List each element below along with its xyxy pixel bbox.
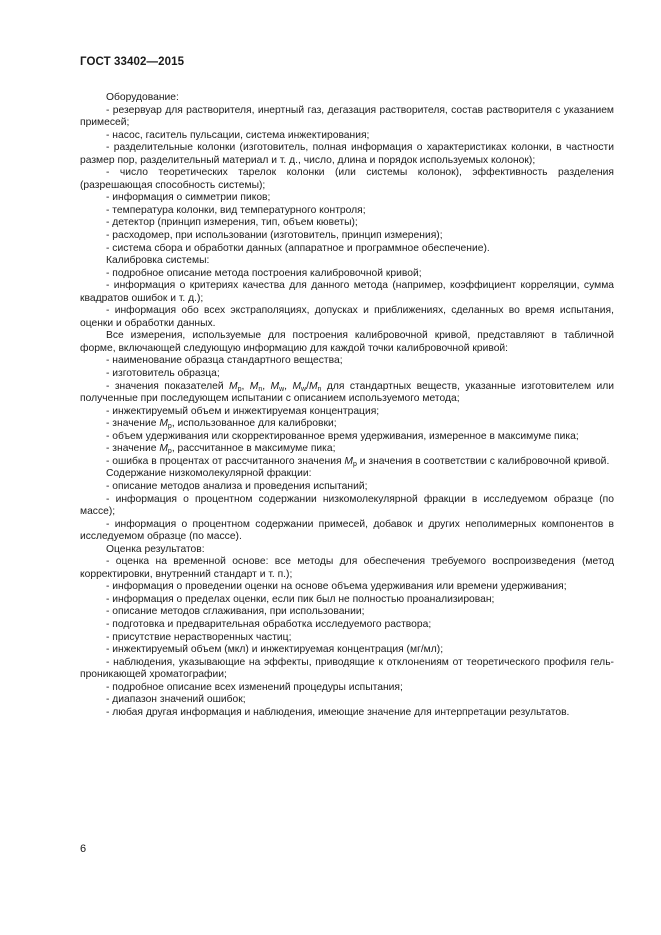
separator: ,: [284, 380, 293, 392]
list-item: - наблюдения, указывающие на эффекты, приводящие к отклонениям от теоретического профиля гель-проникающей хроматографии;: [80, 656, 614, 681]
list-item: - описание методов анализа и проведения испытаний;: [106, 480, 368, 492]
section-heading-low-molecular: Содержание низкомолекулярной фракции:: [106, 468, 312, 480]
text-fragment: , рассчитанное в максимуме пика;: [171, 443, 336, 455]
text-fragment: - значения показателей: [106, 380, 229, 392]
list-item: - оценка на временной основе: все методы для обеспечения требуемого воспроизведения (метод корректировки, внутренний стандарт и т. п.);: [80, 556, 614, 580]
list-item: - подготовка и предварительная обработка исследуемого раствора;: [106, 618, 432, 630]
symbol-m: M: [159, 418, 168, 430]
symbol-m: M: [229, 380, 238, 392]
list-item: - объем удерживания или скорректированное время удерживания, измеренное в максимуме пика;: [106, 430, 579, 442]
list-item-mp-calibration: [80, 418, 614, 431]
section-heading-calibration: Калибровка системы:: [106, 255, 210, 267]
list-item: - подробное описание всех изменений процедуры испытания;: [106, 681, 403, 693]
list-item: - информация о процентном содержании низкомолекулярной фракции в исследуемом образце (по массе);: [80, 493, 614, 518]
subscript: w: [301, 385, 307, 393]
subscript: p: [237, 385, 242, 393]
symbol-m: M: [292, 380, 302, 392]
page-number: 6: [80, 843, 87, 855]
symbol-m: M: [308, 380, 318, 392]
symbol-m: M: [270, 380, 280, 392]
list-item: - число теоретических тарелок колонки (или системы колонок), эффективность разделения (разрешающая способность системы);: [80, 167, 614, 191]
subscript: n: [317, 385, 322, 393]
list-item: - присутствие нерастворенных частиц;: [106, 631, 292, 643]
list-item: - изготовитель образца;: [106, 368, 220, 380]
text-fragment: - значение: [106, 418, 160, 430]
separator: ,: [262, 380, 271, 392]
subscript: w: [279, 385, 285, 393]
subscript: p: [167, 448, 172, 456]
list-item: - информация обо всех экстраполяциях, допусках и приближениях, сделанных во время испытания, оценки и обработки данных.: [80, 305, 614, 329]
text-fragment: для стандартных веществ, указанные изготовителем или полученные при последующем испытании с описанием используемого метода;: [80, 380, 614, 405]
list-item-error-percent: [80, 456, 614, 469]
list-item: - наименование образца стандартного вещества;: [106, 355, 343, 367]
list-item-mp-calculated: [80, 443, 614, 456]
section-heading-results: Оценка результатов:: [106, 543, 205, 555]
text-fragment: и значения в соответствии с калибровочной кривой.: [356, 455, 610, 467]
text-fragment: - ошибка в процентах от рассчитанного значения: [106, 455, 345, 467]
list-item: - информация о критериях качества для данного метода (например, коэффициент корреляции, сумма квадратов ошибок и т. д.);: [80, 280, 614, 304]
list-item: - описание методов сглаживания, при использовании;: [106, 606, 365, 618]
calibration-table-intro: Все измерения, используемые для построения калибровочной кривой, представляют в табличной форме, включающей следующую информацию для каждой точки калибровочной кривой:: [80, 330, 614, 354]
section-heading-equipment: Оборудование:: [106, 92, 179, 103]
list-item-molar-mass-values: [80, 381, 614, 406]
text-fragment: , использованное для калибровки;: [171, 418, 337, 430]
list-item: - информация о процентном содержании примесей, добавок и других неполимерных компонентов в исследуемом образце (по массе).: [80, 518, 614, 543]
text-fragment: - значение: [106, 443, 160, 455]
list-item: - детектор (принцип измерения, тип, объем кюветы);: [106, 217, 358, 229]
slash: /: [306, 380, 309, 392]
list-item: - система сбора и обработки данных (аппаратное и программное обеспечение).: [106, 242, 490, 254]
list-item: - любая другая информация и наблюдения, имеющие значение для интерпретации результатов.: [106, 706, 570, 718]
list-item: - насос, гаситель пульсации, система инжектирования;: [106, 129, 370, 141]
list-item: - информация о симметрии пиков;: [106, 192, 271, 204]
document-header: ГОСТ 33402—2015: [80, 56, 185, 68]
list-item: - диапазон значений ошибок;: [106, 694, 246, 706]
list-item: - инжектируемый объем (мкл) и инжектируемая концентрация (мг/мл);: [106, 644, 444, 656]
subscript: n: [258, 385, 263, 393]
list-item: - информация о проведении оценки на основе объема удерживания или времени удерживания;: [106, 581, 567, 593]
subscript: p: [352, 460, 357, 468]
symbol-m: M: [159, 443, 168, 455]
list-item: - резервуар для растворителя, инертный газ, дегазация растворителя, состав растворителя с указанием примесей;: [80, 104, 614, 129]
subscript: p: [167, 423, 172, 431]
document-body: [80, 92, 614, 719]
list-item: - инжектируемый объем и инжектируемая концентрация;: [106, 405, 380, 417]
list-item: - подробное описание метода построения калибровочной кривой;: [106, 267, 422, 279]
list-item: - разделительные колонки (изготовитель, полная информация о характеристиках колонки, в частности размер пор, разделительный материал и т. д., число, длина и порядок используемых колонок);: [80, 142, 614, 166]
separator: ,: [241, 380, 250, 392]
symbol-m: M: [249, 380, 259, 392]
list-item: - информация о пределах оценки, если пик был не полностью проанализирован;: [106, 593, 495, 605]
list-item: - расходомер, при использовании (изготовитель, принцип измерения);: [106, 230, 443, 242]
list-item: - температура колонки, вид температурного контроля;: [106, 204, 366, 216]
symbol-m: M: [344, 455, 353, 467]
